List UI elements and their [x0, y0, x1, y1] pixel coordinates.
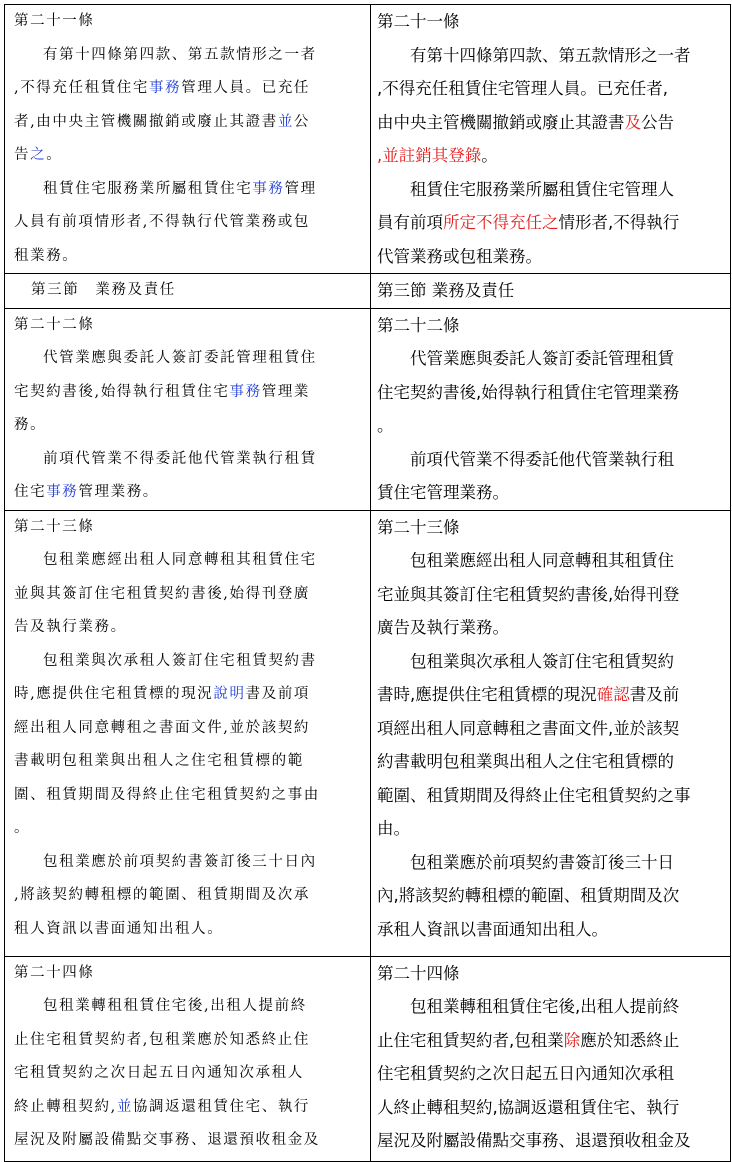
- text-line: [14, 39, 366, 73]
- text-line: [377, 173, 726, 207]
- text-line: [377, 39, 726, 73]
- text-segment: 並與其簽訂住宅租賃契約書後,始得刊登廣: [14, 585, 311, 602]
- table-row: [5, 308, 731, 510]
- paragraph: [377, 39, 726, 173]
- text-segment: ,不得充任租賃住宅管理人員。已充任者,: [377, 79, 668, 98]
- text-segment: 止住宅租賃契約者,包租業應於知悉終止住: [14, 1031, 311, 1048]
- text-line: [377, 376, 726, 410]
- text-line: [377, 443, 726, 477]
- text-segment: 止住宅租賃契約者,包租業: [377, 1030, 564, 1050]
- left-cell: [5, 308, 371, 510]
- paragraph: [14, 342, 366, 443]
- paragraph: [377, 544, 726, 645]
- text-segment: 包租業應經出租人同意轉租其租賃住: [410, 551, 674, 570]
- text-segment: 包租業應於前項契約書簽訂後三十日內: [43, 853, 317, 870]
- text-line: [377, 812, 726, 846]
- right-cell: [371, 308, 731, 510]
- text-segment: 管理人員。已充任: [181, 80, 311, 96]
- text-line: [377, 846, 726, 880]
- table-row: [5, 510, 731, 956]
- section-heading: 第三節 業務及責任: [371, 274, 731, 309]
- article-title: 第二十三條: [14, 518, 95, 535]
- text-line: [377, 139, 726, 173]
- highlighted-text: 說明: [213, 686, 246, 702]
- text-line: [377, 745, 726, 779]
- text-line: [14, 578, 366, 612]
- text-segment: 書及前: [629, 685, 680, 704]
- text-segment: 前項代管業不得委託他代管業執行租: [410, 449, 674, 469]
- text-line: [377, 544, 726, 578]
- text-segment: 有第十四條第四款、第五款情形之一者: [410, 45, 691, 65]
- text-segment: 宅並與其簽訂住宅租賃契約書後,始得刊登: [377, 584, 680, 604]
- text-segment: 終止轉租契約,: [14, 1098, 117, 1115]
- article-title: 第二十一條: [377, 12, 460, 31]
- text-segment: 屋況及附屬設備點交事務、退還預收租金及: [377, 1131, 691, 1150]
- text-segment: 租賃住宅服務業所屬租賃住宅: [43, 180, 253, 197]
- text-line: [14, 611, 366, 645]
- paragraph: [377, 645, 726, 846]
- text-line: [14, 1057, 366, 1091]
- text-segment: 租業務。: [14, 247, 79, 264]
- left-cell: [5, 5, 371, 274]
- article-title: 第二十四條: [14, 964, 95, 981]
- text-segment: 屋況及附屬設備點交事務、退還預收租金及: [14, 1132, 320, 1148]
- left-cell: [5, 510, 371, 956]
- amended-text: 所定不得充任之: [443, 213, 559, 232]
- text-line: [14, 678, 366, 712]
- text-line: [377, 72, 726, 106]
- text-line: [14, 409, 366, 443]
- text-segment: 項經出租人同意轉租之書面文件,並於該契: [377, 718, 680, 738]
- text-segment: 圍、租賃期間及得終止住宅租賃契約之事由: [14, 786, 320, 803]
- paragraph: [377, 342, 726, 443]
- highlighted-text: 事務: [46, 484, 79, 500]
- paragraph: [14, 173, 366, 274]
- text-segment: 由。: [377, 819, 410, 838]
- text-segment: 應於知悉終止: [580, 1030, 680, 1050]
- text-line: [14, 139, 366, 173]
- table-row: [5, 956, 731, 1161]
- text-segment: 管理: [284, 180, 317, 197]
- text-line: [377, 578, 726, 612]
- text-line: [14, 476, 366, 510]
- text-line: [377, 1057, 726, 1091]
- text-line: [14, 712, 366, 746]
- paragraph: [14, 39, 366, 173]
- text-segment: 人員有前項情形者,不得執行代管業務或包: [14, 214, 311, 230]
- text-segment: 協調返還租賃住宅、執行: [132, 1098, 311, 1115]
- text-segment: 人終止轉租契約,協調返還租賃住宅、執行: [377, 1097, 680, 1117]
- text-line: [14, 745, 366, 779]
- text-segment: 務。: [14, 417, 47, 433]
- paragraph: [14, 443, 366, 510]
- text-segment: 廣告及執行業務。: [377, 618, 509, 637]
- text-segment: 員有前項: [377, 213, 443, 232]
- text-segment: 。: [46, 147, 63, 163]
- paragraph: [14, 645, 366, 846]
- section-heading: 第三節 業務及責任: [5, 274, 371, 309]
- article-title: 第二十三條: [377, 517, 460, 537]
- text-segment: ,不得充任租賃住宅: [14, 80, 150, 96]
- amended-text: 確認: [596, 685, 630, 704]
- highlighted-text: 事務: [229, 383, 262, 400]
- text-segment: 租賃住宅服務業所屬租賃住宅管理人: [410, 179, 674, 199]
- text-line: [377, 712, 726, 746]
- text-segment: 代管業務或包租業務。: [377, 246, 542, 266]
- text-line: [14, 1124, 366, 1158]
- text-segment: 。: [481, 146, 498, 165]
- paragraph: [377, 173, 726, 274]
- text-line: [14, 544, 366, 578]
- text-segment: 包租業與次承租人簽訂住宅租賃契約書: [43, 652, 317, 669]
- text-line: [14, 846, 366, 880]
- text-line: [377, 1091, 726, 1125]
- text-segment: 公: [293, 113, 311, 130]
- text-line: [14, 173, 366, 207]
- table-row: [5, 5, 731, 274]
- highlighted-text: 事務: [252, 180, 285, 197]
- text-segment: 範圍、租賃期間及得終止住宅租賃契約之事: [377, 785, 691, 805]
- right-cell: [371, 5, 731, 274]
- article-title: 第二十二條: [14, 316, 95, 333]
- text-segment: 包租業轉租租賃住宅後,出租人提前終: [43, 998, 307, 1014]
- right-cell: [371, 510, 731, 956]
- text-segment: 告: [14, 147, 31, 163]
- left-cell: [5, 956, 371, 1161]
- article-title: 第二十二條: [377, 315, 460, 335]
- text-segment: 宅契約書後,始得執行租賃住宅: [14, 383, 230, 400]
- text-line: [377, 409, 726, 443]
- highlighted-text: 事務: [149, 80, 182, 96]
- text-line: [14, 812, 366, 846]
- text-segment: 公告: [641, 112, 674, 132]
- text-line: [377, 678, 726, 712]
- article-title: 第二十四條: [377, 963, 460, 983]
- text-line: [14, 879, 366, 913]
- text-line: [14, 72, 366, 106]
- text-segment: 管理業: [261, 383, 311, 400]
- paragraph: [14, 544, 366, 645]
- text-segment: 住宅契約書後,始得執行租賃住宅管理業務: [377, 382, 680, 402]
- text-line: [14, 779, 366, 813]
- text-line: [14, 1091, 366, 1125]
- text-segment: 有第十四條第四款、第五款情形之一者: [43, 46, 317, 63]
- text-segment: 時,應提供住宅租賃標的現況: [14, 686, 214, 702]
- highlighted-text: 並: [277, 113, 294, 130]
- highlighted-text: 之: [30, 147, 47, 163]
- comparison-table: [4, 4, 731, 1162]
- text-segment: 。: [14, 820, 31, 836]
- text-line: [14, 240, 366, 274]
- text-line: [14, 913, 366, 947]
- text-segment: 宅租賃契約之次日起五日內通知次承租人: [14, 1065, 304, 1081]
- text-line: [14, 1024, 366, 1058]
- text-segment: 者,由中央主管機關撤銷或廢止其證書: [14, 113, 278, 130]
- text-segment: 包租業與次承租人簽訂住宅租賃契約: [410, 651, 674, 671]
- text-line: [377, 240, 726, 274]
- text-line: [377, 990, 726, 1024]
- text-segment: 書時,應提供住宅租賃標的現況: [377, 685, 597, 704]
- text-segment: 書及前項: [245, 686, 311, 702]
- text-line: [377, 206, 726, 240]
- text-segment: 住宅租賃契約之次日起五日內通知次承租: [377, 1064, 674, 1083]
- text-line: [377, 1124, 726, 1158]
- highlighted-text: 並: [116, 1098, 133, 1115]
- text-line: [14, 376, 366, 410]
- text-segment: 包租業應經出租人同意轉租其租賃住宅: [43, 552, 317, 568]
- text-line: [377, 779, 726, 813]
- text-segment: 書載明包租業與出租人之住宅租賃標的範: [14, 753, 304, 769]
- paragraph: [14, 990, 366, 1158]
- text-line: [377, 645, 726, 679]
- text-segment: 管理業務。: [78, 484, 159, 500]
- text-line: [377, 106, 726, 140]
- text-segment: 住宅: [14, 484, 47, 500]
- text-segment: 承租人資訊以書面通知出租人。: [377, 919, 608, 939]
- amended-text: ,並註銷其登錄: [377, 146, 482, 165]
- text-segment: 約書載明包租業與出租人之住宅租賃標的: [377, 752, 674, 771]
- text-segment: 包租業轉租租賃住宅後,出租人提前終: [410, 997, 680, 1016]
- text-line: [14, 990, 366, 1024]
- article-title: 第二十一條: [14, 13, 95, 29]
- text-segment: 由中央主管機關撤銷或廢止其證書: [377, 112, 625, 132]
- paragraph: [377, 443, 726, 510]
- text-line: [14, 443, 366, 477]
- text-segment: 賃住宅管理業務。: [377, 483, 509, 502]
- text-line: [377, 1024, 726, 1058]
- text-segment: 包租業應於前項契約書簽訂後三十日: [410, 852, 674, 872]
- right-cell: [371, 956, 731, 1161]
- text-segment: 前項代管業不得委託他代管業執行租賃: [43, 450, 317, 467]
- text-line: [14, 206, 366, 240]
- text-line: [377, 611, 726, 645]
- paragraph: [377, 990, 726, 1158]
- text-line: [377, 879, 726, 913]
- amended-text: 及: [624, 112, 641, 132]
- text-segment: ,將該契約轉租標的範圍、租賃期間及次承: [14, 887, 311, 903]
- text-segment: 。: [377, 416, 394, 435]
- text-line: [377, 476, 726, 510]
- text-segment: 代管業應與委託人簽訂委託管理租賃: [410, 349, 674, 368]
- paragraph: [377, 846, 726, 947]
- text-line: [377, 342, 726, 376]
- amended-text: 除: [563, 1030, 581, 1050]
- text-segment: 代管業應與委託人簽訂委託管理租賃住: [43, 350, 317, 366]
- table-row: [5, 274, 731, 309]
- text-segment: 租人資訊以書面通知出租人。: [14, 920, 224, 937]
- text-segment: 告及執行業務。: [14, 619, 127, 635]
- text-line: [14, 342, 366, 376]
- text-segment: 經出租人同意轉租之書面文件,並於該契約: [14, 719, 311, 736]
- text-line: [14, 645, 366, 679]
- text-segment: 情形者,不得執行: [558, 213, 680, 232]
- paragraph: [14, 846, 366, 947]
- text-line: [377, 913, 726, 947]
- text-segment: 內,將該契約轉租標的範圍、租賃期間及次: [377, 886, 680, 905]
- text-line: [14, 106, 366, 140]
